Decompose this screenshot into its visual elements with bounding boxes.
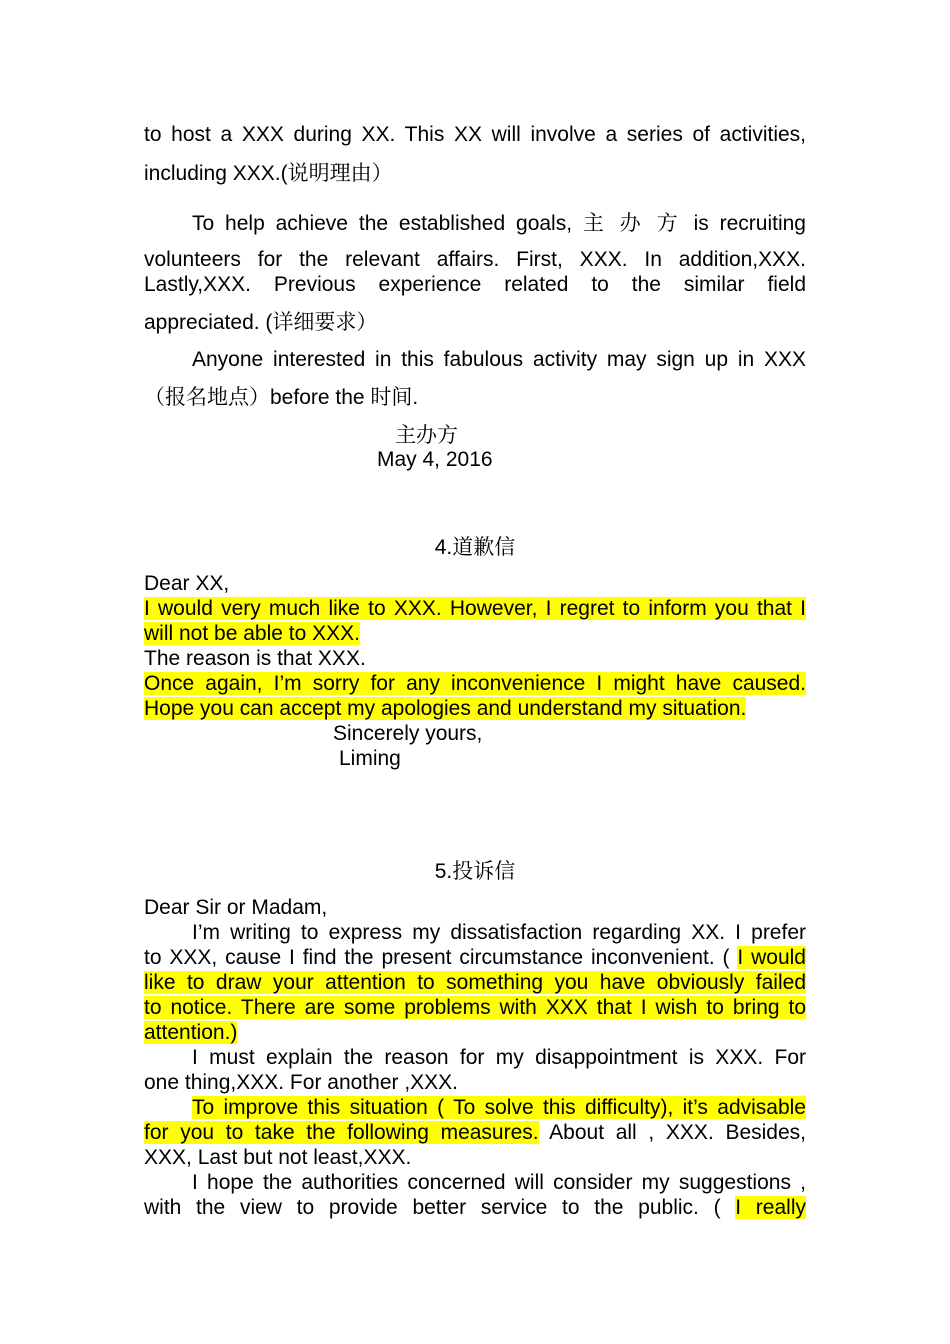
greeting: Dear Sir or Madam, (144, 896, 328, 919)
paragraph-line (144, 1095, 806, 1120)
paragraph-line (144, 945, 806, 970)
paragraph-line: volunteers for the relevant affairs. First, XXX. In addition,XXX. (144, 248, 806, 271)
highlight: Hope you can accept my apologies and understand my situation. (144, 697, 747, 720)
paragraph-line: I’m writing to express my dissatisfaction regarding XX. I prefer (192, 921, 806, 944)
paragraph-line: To help achieve the established goals, 主 办 方 is recruiting (192, 212, 806, 235)
paragraph-line (144, 596, 806, 621)
paragraph-line: Anyone interested in this fabulous activity may sign up in XXX (192, 348, 806, 371)
paragraph-line: The reason is that XXX. (144, 647, 366, 670)
highlight: I would very much like to XXX. However, I regret to inform you that I (144, 597, 806, 620)
paragraph-line (144, 970, 806, 995)
paragraph-line: （报名地点）before the 时间. (144, 386, 419, 409)
paragraph-line (144, 995, 806, 1020)
paragraph-line: to host a XXX during XX. This XX will involve a series of activities, (144, 123, 806, 146)
paragraph-line: XXX, Last but not least,XXX. (144, 1146, 412, 1169)
paragraph-line (144, 621, 806, 646)
paragraph-line (144, 1120, 806, 1145)
paragraph-line: one thing,XXX. For another ,XXX. (144, 1071, 459, 1094)
text-run: with the view to provide better service to the public. ( (144, 1196, 736, 1219)
greeting: Dear XX, (144, 572, 230, 595)
text-run: About all , XXX. Besides, (538, 1121, 807, 1144)
highlight: will not be able to XXX. (144, 622, 360, 645)
date: May 4, 2016 (377, 448, 493, 471)
paragraph-line (144, 696, 806, 721)
paragraph-line: appreciated. (详细要求） (144, 311, 378, 334)
highlight: to notice. There are some problems with XXX that I wish to bring to (144, 996, 806, 1019)
paragraph-line (144, 1195, 806, 1220)
paragraph-line: I must explain the reason for my disappointment is XXX. For (192, 1046, 806, 1069)
highlight: To improve this situation ( To solve this difficulty), it’s advisable (192, 1096, 806, 1119)
section-heading: 5.投诉信 (434, 860, 516, 883)
paragraph-line (144, 1020, 806, 1045)
paragraph-line: Lastly,XXX. Previous experience related to the similar field (144, 273, 806, 296)
highlight: Once again, I’m sorry for any inconvenience I might have caused. (144, 672, 806, 695)
highlight: I really (735, 1196, 806, 1219)
organizer-sign: 主办方 (395, 424, 458, 447)
closing: Sincerely yours, (333, 722, 483, 745)
section-heading: 4.道歉信 (434, 536, 516, 559)
text-run: to XXX, cause I find the present circumstance inconvenient. ( (144, 946, 738, 969)
highlight: for you to take the following measures. (144, 1121, 539, 1144)
paragraph-line: including XXX.(说明理由） (144, 162, 393, 185)
highlight: like to draw your attention to something you have obviously failed (144, 971, 806, 994)
highlight: I would (737, 946, 806, 969)
paragraph-line (144, 671, 806, 696)
signature: Liming (339, 747, 401, 770)
highlight: attention.) (144, 1021, 238, 1044)
paragraph-line: I hope the authorities concerned will consider my suggestions , (192, 1171, 806, 1194)
